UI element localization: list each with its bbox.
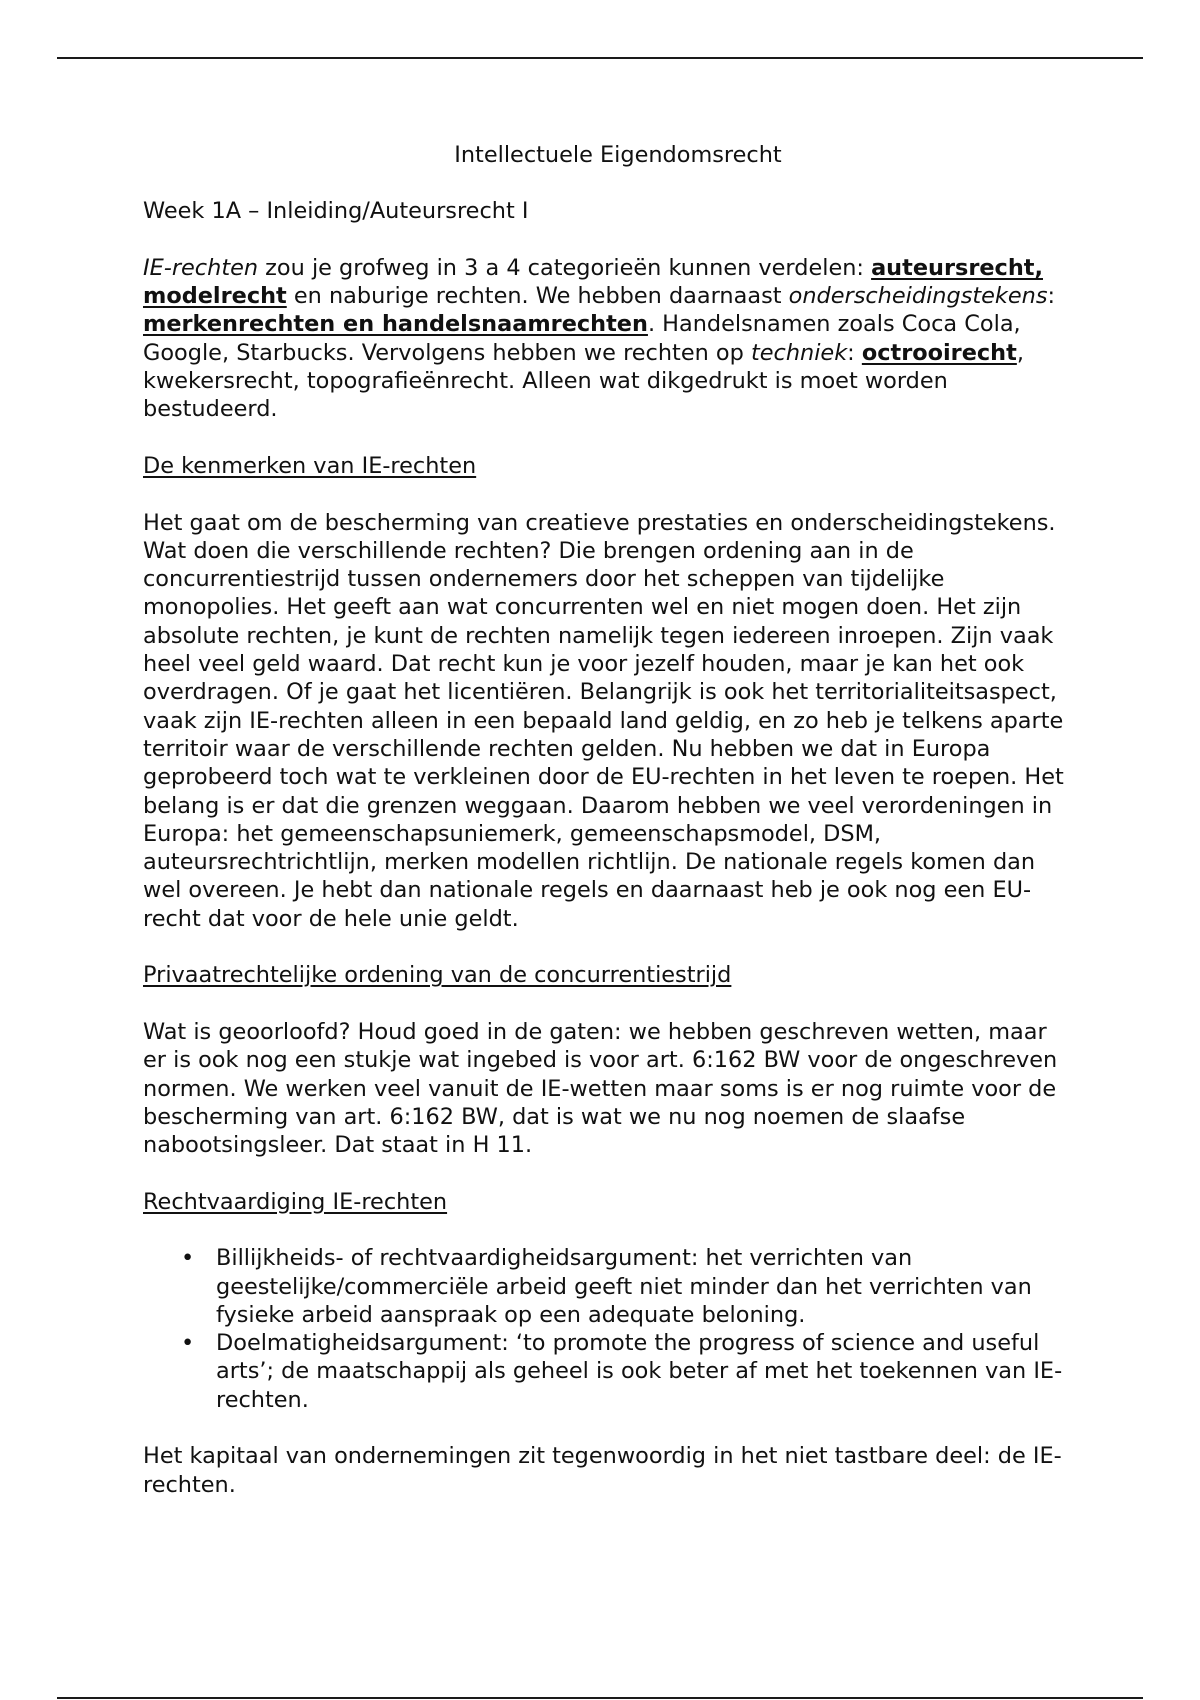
section-heading-kenmerken: De kenmerken van IE-rechten bbox=[143, 452, 477, 479]
intro-italic-techniek: techniek bbox=[750, 339, 848, 366]
document-body bbox=[143, 141, 1073, 1527]
bullet-icon: • bbox=[181, 1245, 195, 1272]
intro-text: , kwekersrecht, topografieënrecht. Alleen wat dikgedrukt is moet worden bestudeerd. bbox=[143, 339, 1024, 423]
section-heading-rechtvaardiging: Rechtvaardiging IE-rechten bbox=[143, 1188, 448, 1215]
section-heading-privaatrechtelijke: Privaatrechtelijke ordening van de concurrentiestrijd bbox=[143, 962, 732, 989]
intro-text: en naburige rechten. We hebben daarnaast bbox=[286, 283, 789, 310]
intro-paragraph bbox=[143, 254, 1073, 424]
intro-text: . Handelsnamen zoals Coca Cola, Google, Starbucks. Vervolgens hebben we rechten op bbox=[143, 311, 1021, 366]
intro-bold-octrooirecht: octrooirecht bbox=[861, 339, 1017, 366]
intro-italic-onderscheidingstekens: onderscheidingstekens bbox=[788, 283, 1048, 310]
intro-italic-ie-rechten: IE-rechten bbox=[143, 254, 259, 281]
intro-bold-auteursrecht: auteursrecht, modelrecht bbox=[143, 254, 1043, 310]
bottom-rule bbox=[57, 1697, 1143, 1699]
section-body-kenmerken: Het gaat om de bescherming van creatieve prestaties en onderscheidingstekens. Wat doen die verschillende rechten? Die brengen ordening aan in de concurrentiestrijd tussen ondernemers door het scheppen van tijdelijke monopolies. Het geeft aan wat concurrenten wel en niet mogen doen. Het zijn absolute rechten, je kunt de rechten namelijk tegen iedereen inroepen. Zijn vaak heel veel geld waard. Dat recht kun je voor jezelf houden, maar je kan het ook overdragen. Of je gaat het licentiëren. Belangrijk is ook het territorialiteitsaspect, vaak zijn IE-rechten alleen in een bepaald land geldig, en zo heb je telkens aparte territoir waar de verschillende rechten gelden. Nu hebben we dat in Europa geprobeerd toch wat te verkleinen door de EU-rechten in het leven te roepen. Het belang is er dat die grenzen weggaan. Daarom hebben we veel verordeningen in Europa: het gemeenschapsuniemerk, gemeenschapsmodel, DSM, auteursrechtrichtlijn, merken modellen richtlijn. De nationale regels komen dan wel overeen. Je hebt dan nationale regels en daarnaast heb je ook nog een EU-recht dat voor de hele unie geldt. bbox=[143, 509, 1064, 932]
argument-list bbox=[143, 1244, 1073, 1414]
top-rule bbox=[57, 57, 1143, 59]
bullet-icon: • bbox=[181, 1330, 195, 1357]
closing-paragraph: Het kapitaal van ondernemingen zit tegenwoordig in het niet tastbare deel: de IE-rechten. bbox=[143, 1443, 1062, 1498]
document-title: Intellectuele Eigendomsrecht bbox=[454, 142, 782, 168]
intro-text: : bbox=[1047, 283, 1056, 310]
list-item bbox=[143, 1329, 1073, 1414]
section-body-privaatrechtelijke: Wat is geoorloofd? Houd goed in de gaten: we hebben geschreven wetten, maar er is ook nog een stukje wat ingebed is voor art. 6:162 BW voor de ongeschreven normen. We werken veel vanuit de IE-wetten maar soms is er nog ruimte voor de bescherming van art. 6:162 BW, dat is wat we nu nog noemen de slaafse nabootsingsleer. Dat staat in H 11. bbox=[143, 1018, 1058, 1159]
intro-bold-merkenrechten: merkenrechten en handelsnaamrechten bbox=[143, 311, 648, 338]
intro-text: : bbox=[847, 339, 862, 366]
list-item-text: Billijkheids- of rechtvaardigheidsargument: het verrichten van geestelijke/commerciële arbeid geeft niet minder dan het verrichten van fysieke arbeid aanspraak op een adequate beloning. bbox=[216, 1245, 1032, 1328]
list-item-text: Doelmatigheidsargument: ‘to promote the progress of science and useful arts’; de maatschappij als geheel is ook beter af met het toekennen van IE-rechten. bbox=[216, 1330, 1063, 1413]
list-item bbox=[143, 1244, 1073, 1329]
intro-text: zou je grofweg in 3 a 4 categorieën kunnen verdelen: bbox=[258, 254, 872, 281]
week-heading: Week 1A – Inleiding/Auteursrecht I bbox=[143, 198, 529, 225]
